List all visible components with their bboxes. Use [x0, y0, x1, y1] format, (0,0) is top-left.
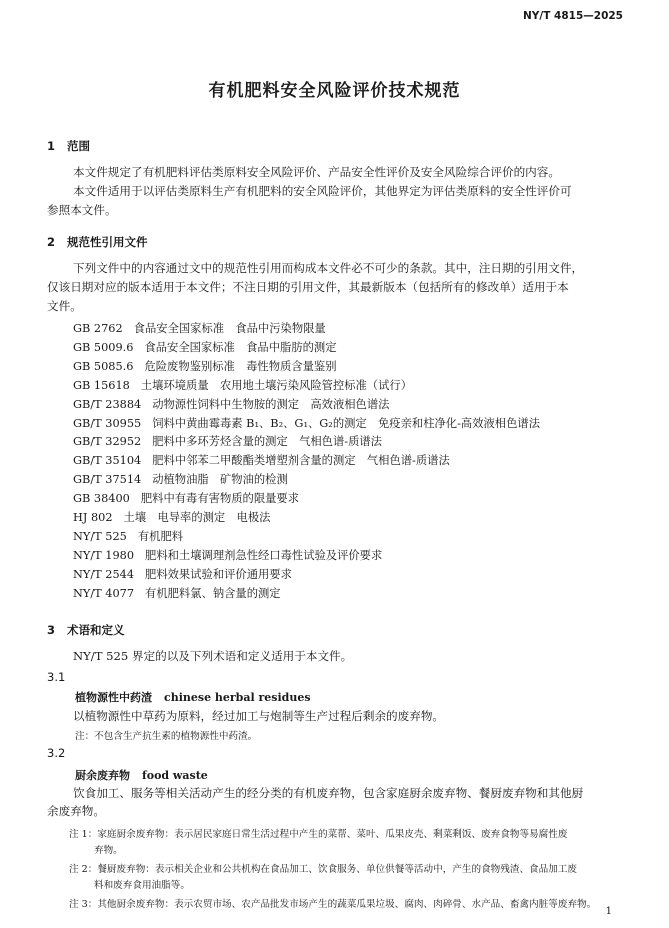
- section-1-para-2-line-1: 本文件适用于以评估类原料生产有机肥料的安全风险评价，其他界定为评估类原料的安全性评价可: [73, 184, 572, 198]
- term-3-2-note-1-line-1: 注 1：家庭厨余废弃物：表示居民家庭日常生活过程中产生的菜帮、菜叶、瓜果皮壳、剩菜剩饭、废弃食物等易腐性废: [69, 829, 568, 840]
- reference-title: 动物源性饲料中生物胺的测定 高效液相色谱法: [152, 397, 390, 411]
- reference-title: 肥料和土壤调理剂急性经口毒性试验及评价要求: [145, 548, 383, 562]
- reference-title: 肥料效果试验和评价通用要求: [145, 567, 292, 581]
- reference-item: [73, 433, 382, 449]
- reference-code: GB 2762: [73, 322, 123, 335]
- reference-code: NY/T 4077: [73, 586, 135, 600]
- section-2-title: 规范性引用文件: [67, 235, 148, 249]
- section-1-title: 范围: [67, 139, 90, 153]
- section-3-number: 3: [47, 623, 56, 637]
- term-3-2-note-1-line-2: 弃物。: [94, 845, 123, 856]
- term-3-2-definition-line-1: 饮食加工、服务等相关活动产生的经分类的有机废弃物，包含家庭厨余废弃物、餐厨废弃物和其他厨: [73, 786, 584, 800]
- reference-code: NY/T 525: [73, 529, 127, 543]
- reference-title: 有机肥料: [137, 529, 184, 543]
- reference-title: 动植物油脂 矿物油的检测: [152, 473, 288, 487]
- term-3-2-note-2-line-1: 注 2：餐厨废弃物：表示相关企业和公共机构在食品加工、饮食服务、单位供餐等活动中，产生的食物残渣、食品加工废: [69, 864, 578, 875]
- reference-code: GB/T 32952: [73, 435, 142, 449]
- term-3-1-number: 3.1: [47, 670, 66, 684]
- term-3-2-zh: 厨余废弃物: [75, 769, 130, 782]
- reference-item: [73, 415, 540, 431]
- section-3-intro: NY/T 525 界定的以及下列术语和定义适用于本文件。: [73, 649, 353, 663]
- term-3-2-en: food waste: [142, 769, 208, 782]
- term-3-2-definition-line-2: 余废弃物。: [47, 804, 105, 818]
- reference-title: 有机肥料氯、钠含量的测定: [145, 586, 281, 600]
- reference-item: [73, 547, 382, 563]
- reference-title: 土壤 电导率的测定 电极法: [123, 511, 271, 524]
- reference-item: [73, 490, 299, 506]
- section-2-heading: [47, 234, 148, 250]
- section-1-para-2-line-2: 参照本文件。: [47, 203, 117, 217]
- reference-code: GB 15618: [73, 378, 130, 392]
- reference-item: [73, 585, 281, 601]
- section-3-title: 术语和定义: [67, 623, 125, 637]
- reference-code: GB/T 35104: [73, 454, 142, 468]
- standard-code: NY/T 4815—2025: [523, 10, 623, 22]
- reference-title: 肥料中多环芳烃含量的测定 气相色谱-质谱法: [152, 435, 382, 449]
- reference-code: NY/T 2544: [73, 567, 135, 581]
- reference-item: [73, 320, 326, 336]
- term-3-2-heading: [75, 767, 208, 783]
- term-3-2-note-2-line-2: 料和废弃食用油脂等。: [94, 880, 190, 891]
- section-1-number: 1: [47, 139, 56, 153]
- section-1-para-1: 本文件规定了有机肥料评估类原料安全风险评价、产品安全性评价及安全风险综合评价的内容。: [73, 165, 560, 179]
- reference-code: GB 38400: [73, 492, 130, 506]
- reference-item: [73, 396, 389, 412]
- reference-code: GB 5009.6: [73, 340, 134, 354]
- reference-title: 肥料中有毒有害物质的限量要求: [140, 492, 300, 506]
- page-number: 1: [605, 906, 612, 917]
- term-3-1-heading: [75, 689, 311, 705]
- term-3-1-zh: 植物源性中药渣: [75, 691, 152, 704]
- section-1-heading: [47, 138, 90, 154]
- reference-item: [73, 339, 337, 355]
- reference-code: HJ 802: [73, 511, 113, 524]
- reference-title: 危险废物鉴别标准 毒性物质含量鉴别: [144, 359, 337, 373]
- reference-title: 食品安全国家标准 食品中脂肪的测定: [144, 340, 337, 354]
- section-2-intro-line-2: 仅该日期对应的版本适用于本文件；不注日期的引用文件，其最新版本（包括所有的修改单）适用于本: [47, 280, 569, 294]
- reference-item: [73, 528, 183, 544]
- reference-code: GB 5085.6: [73, 359, 134, 373]
- reference-title: 肥料中邻苯二甲酸酯类增塑剂含量的测定 气相色谱-质谱法: [152, 454, 450, 468]
- reference-item: [73, 452, 450, 468]
- reference-item: [73, 358, 337, 374]
- reference-item: [73, 566, 292, 582]
- reference-item: [73, 377, 412, 393]
- section-2-intro-line-1: 下列文件中的内容通过文中的规范性引用而构成本文件必不可少的条款。其中，注日期的引用文件，: [73, 261, 584, 275]
- document-title: 有机肥料安全风险评价技术规范: [208, 81, 461, 101]
- reference-code: NY/T 1980: [73, 548, 135, 562]
- term-3-1-en: chinese herbal residues: [164, 691, 311, 704]
- section-2-intro-line-3: 文件。: [47, 299, 82, 313]
- term-3-1-definition: 以植物源性中草药为原料，经过加工与炮制等生产过程后剩余的废弃物。: [73, 709, 445, 723]
- section-3-heading: [47, 622, 125, 638]
- reference-code: GB/T 23884: [73, 397, 142, 411]
- term-3-1-note: 注：不包含生产抗生素的植物源性中药渣。: [75, 731, 258, 742]
- reference-title: 饲料中黄曲霉毒素 B₁、B₂、G₁、G₂的测定 免疫亲和柱净化-高效液相色谱法: [152, 416, 540, 430]
- reference-item: [73, 471, 288, 487]
- reference-code: GB/T 30955: [73, 416, 142, 430]
- section-2-number: 2: [47, 235, 56, 249]
- term-3-2-note-3: 注 3：其他厨余废弃物：表示农贸市场、农产品批发市场产生的蔬菜瓜果垃圾、腐肉、肉碎骨、水产品、畜禽内脏等废弃物。: [69, 899, 597, 910]
- reference-title: 食品安全国家标准 食品中污染物限量: [133, 322, 326, 335]
- reference-code: GB/T 37514: [73, 473, 142, 487]
- reference-title: 土壤环境质量 农用地土壤污染风险管控标准（试行）: [140, 378, 412, 392]
- reference-item: [73, 509, 270, 525]
- term-3-2-number: 3.2: [47, 746, 66, 760]
